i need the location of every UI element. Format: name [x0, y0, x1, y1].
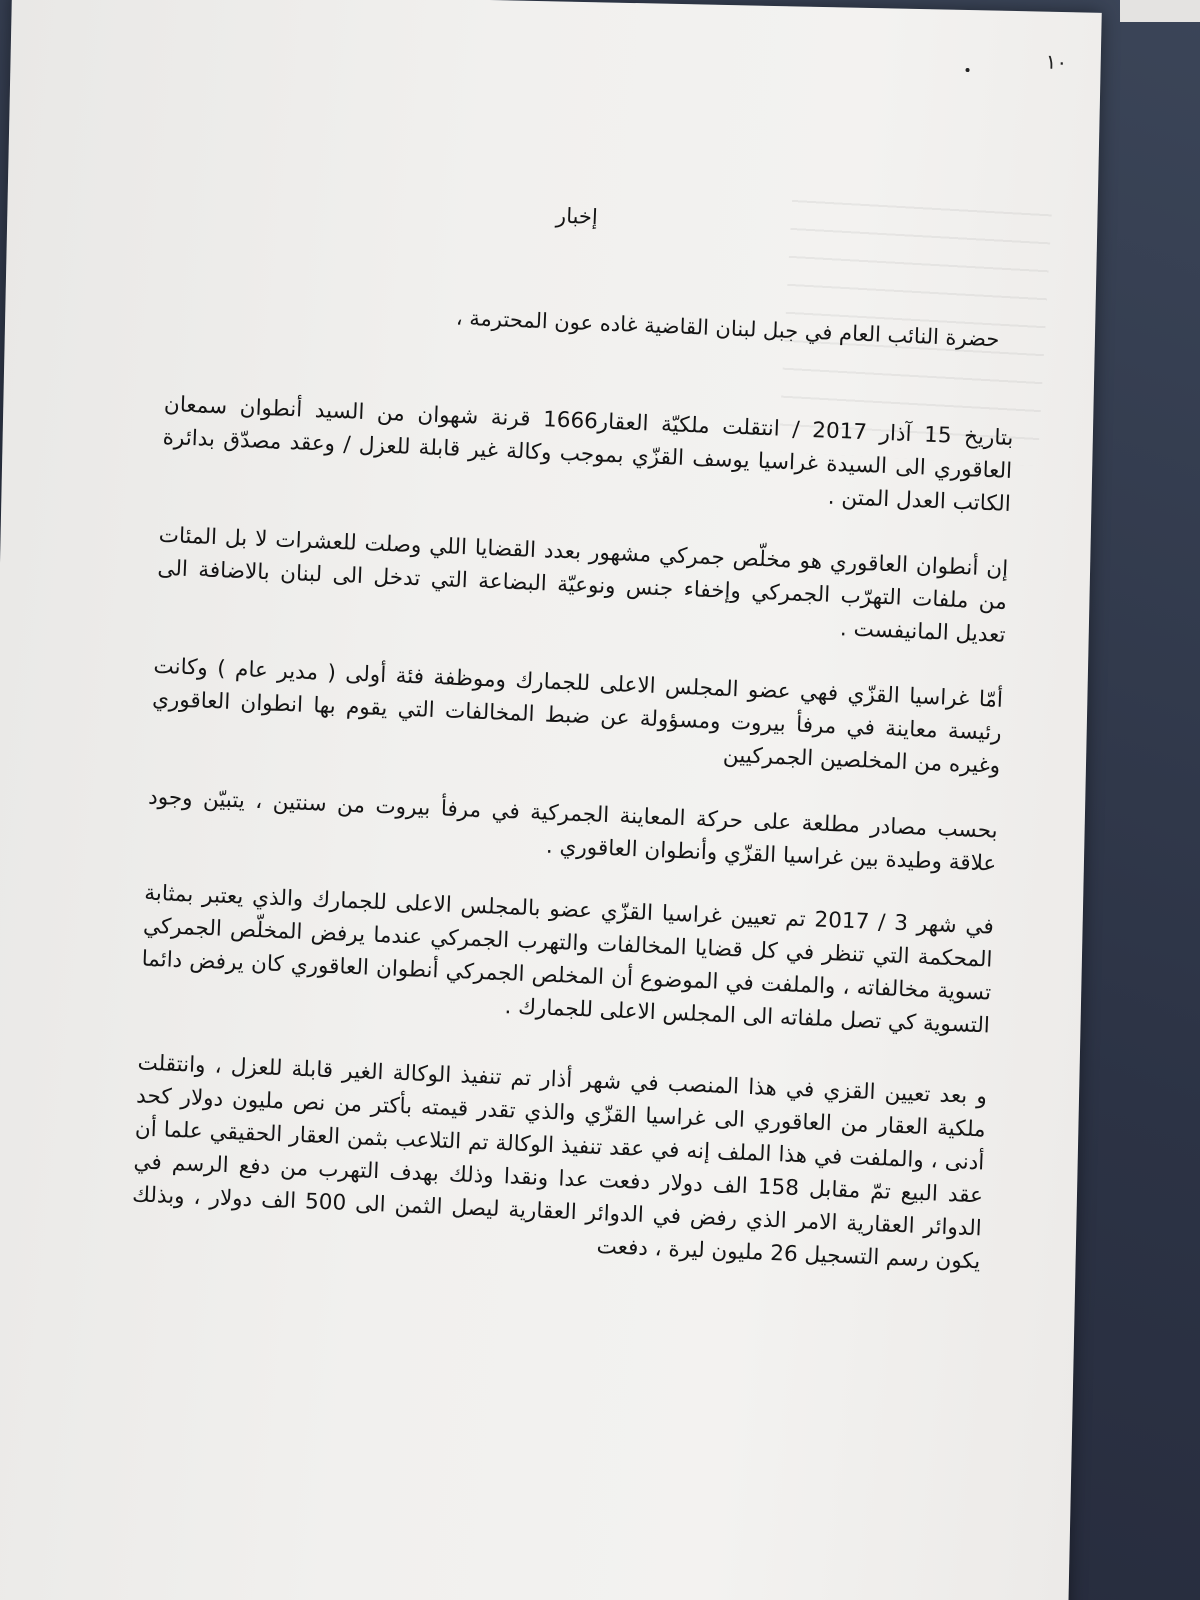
document-title: إخبار	[555, 203, 599, 230]
paragraph-2: إن أنطوان العاقوري هو مخلّص جمركي مشهور بعدد القضايا اللي وصلت للعشرات لا بل المئات من ملفات التهرّب الجمركي وإخفاء جنس ونوعيّة البضاعة التي تدخل الى لبنان بالاضافة الى تعديل المانيفست .	[156, 522, 1009, 648]
paragraph-3: أمّا غراسيا القزّي فهي عضو المجلس الاعلى للجمارك وموظفة فئة أولى ( مدير عام ) وكانت رئيسة معاينة في مرفأ بيروت ومسؤولة عن ضبط المخالفات التي يقوم بها انطوان العاقوري وغيره من المخلصين الجمركيين	[151, 653, 1004, 779]
paragraph-4: بحسب مصادر مطلعة على حركة المعاينة الجمركية في مرفأ بيروت من سنتين ، يتبيّن وجود علاقة وطيدة بين غراسيا القزّي وأنطوان العاقوري .	[147, 784, 999, 877]
paragraph-5: في شهر 3 / 2017 تم تعيين غراسيا القزّي عضو بالمجلس الاعلى للجمارك والذي يعتبر بمثابة المحكمة التي تنظر في كل قضايا المخالفات والتهرب الجمركي عندما يرفض المخلّص الجمركي تسوية مخالفاته ، والملفت في الموضوع أن المخلص الجمركي أنطوان العاقوري كان يرفض دائما التسوية كي تصل ملفاته الى المجلس الاعلى للجمارك .	[141, 880, 995, 1039]
background-paper	[1120, 0, 1200, 22]
document-body	[130, 172, 1022, 1278]
paragraph-6: و بعد تعيين القزي في هذا المنصب في شهر أذار تم تنفيذ الوكالة الغير قابلة للعزل ، وانتقلت ملكية العقار من العاقوري الى غراسيا القزّي والذي تقدر قيمته بأكتر من نص مليون دولار كحد أدنى ، والملفت في هذا الملف إنه في عقد تنفيذ الوكالة تم التلاعب بثمن العقار الحقيقي علما أن عقد البيع تمّ مقابل 158 الف دولار دفعت عدا ونقدا وذلك بهدف التهرب من دفع الرسم في الدوائر العقارية الامر الذي رفض في الدوائر العقارية ليصل الثمن الى 500 الف دولار ، وبذلك يكون رسم التسجيل 26 مليون ليرة ، دفعت	[131, 1050, 988, 1275]
page-number: ١٠	[1045, 49, 1068, 75]
ink-dot	[965, 68, 969, 72]
paragraph-1: بتاريخ 15 آذار 2017 / انتقلت ملكيّة العقار1666 قرنة شهوان من السيد أنطوان سمعان العاقوري الى السيدة غراسيا يوسف القزّي بموجب وكالة غير قابلة للعزل / وعقد مصدّق بدائرة الكاتب العدل المتن .	[162, 391, 1014, 517]
salutation: حضرة النائب العام في جبل لبنان القاضية غاده عون المحترمة ،	[455, 305, 1000, 352]
